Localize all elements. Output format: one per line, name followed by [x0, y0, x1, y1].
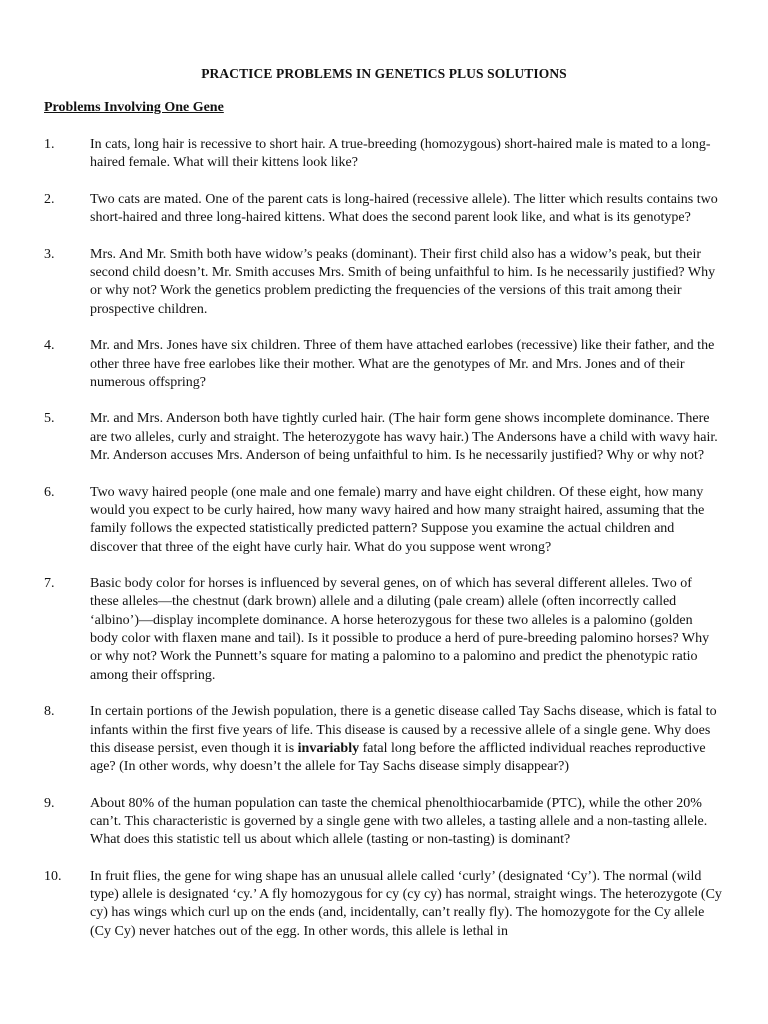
problem-item	[44, 191, 724, 228]
problem-list	[44, 136, 724, 959]
problem-number: 8.	[44, 704, 55, 720]
problem-item	[44, 337, 724, 392]
problem-text: About 80% of the human population can taste the chemical phenolthiocarbamide (PTC), while the other 20% can’t. This characteristic is governed by a single gene with two alleles, a tasting allele and a non-tasting allele. What does this statistic tell us about which allele (tasting or non-tasting) is dominant?	[90, 795, 708, 848]
problem-number: 5.	[44, 411, 55, 427]
problem-text: Mr. and Mrs. Anderson both have tightly curled hair. (The hair form gene shows incomplete dominance. There are two alleles, curly and straight. The heterozygote has wavy hair.) The Andersons have a child with wavy hair. Mr. Anderson accuses Mrs. Anderson of being unfaithful to him. Is he necessarily justified? Why or why not?	[90, 411, 718, 464]
problem-text: In cats, long hair is recessive to short hair. A true-breeding (homozygous) short-haired male is mated to a long-haired female. What will their kittens look like?	[90, 137, 711, 171]
problem-text: Mrs. And Mr. Smith both have widow’s peaks (dominant). Their first child also has a widow’s peak, but their second child doesn’t. Mr. Smith accuses Mrs. Smith of being unfaithful to him. Is he necessarily justified? Why or why not? Work the genetics problem predicting the frequencies of the versions of this trait among their prospective children.	[90, 246, 716, 317]
problem-text: Mr. and Mrs. Jones have six children. Three of them have attached earlobes (recessive) like their father, and the other three have free earlobes like their mother. What are the genotypes of Mr. and Mrs. Jones and of their numerous offspring?	[90, 338, 715, 390]
problem-number: 7.	[44, 576, 55, 592]
problem-text: Two wavy haired people (one male and one female) marry and have eight children. Of these eight, how many would you expect to be curly haired, how many wavy haired and how many straight haired, assuming that the family follows the expected statistically predicted pattern? Suppose you examine the actual children and discover that three of the eight have curly hair. What do you suppose went wrong?	[90, 484, 705, 555]
emphasized-word: invariably	[297, 740, 360, 756]
problem-number: 3.	[44, 246, 55, 262]
problem-item	[44, 136, 724, 173]
section-heading: Problems Involving One Gene	[44, 100, 224, 115]
problem-text: Two cats are mated. One of the parent cats is long-haired (recessive allele). The litter which results contains two short-haired and three long-haired kittens. What does the second parent look like, and what is its genotype?	[90, 191, 718, 226]
page-title: PRACTICE PROBLEMS IN GENETICS PLUS SOLUTIONS	[201, 66, 567, 81]
problem-number: 9.	[44, 795, 55, 811]
problem-number: 10.	[44, 868, 62, 884]
problem-item	[44, 868, 724, 941]
problem-text	[90, 703, 724, 776]
problem-item	[44, 246, 724, 319]
problem-item	[44, 703, 724, 776]
problem-text: In fruit flies, the gene for wing shape has an unusual allele called ‘curly’ (designated ‘Cy’). The normal (wild type) allele is designated ‘cy.’ A fly homozygous for cy (cy cy) has normal, straight wings. The heterozygote (Cy cy) has wings which curl up on the ends (and, incidentally, can’t really fly). The homozygote for the Cy allele (Cy Cy) never hatches out of the egg. In other words, this allele is lethal in	[90, 868, 722, 939]
problem-number: 4.	[44, 338, 55, 354]
problem-text: Basic body color for horses is influenced by several genes, on of which has several different alleles. Two of these alleles—the chestnut (dark brown) allele and a diluting (pale cream) allele (often incorrectly called ‘albino’)—display incomplete dominance. A horse heterozygous for these two alleles is a palomino (golden body color with flaxen mane and tail). Is it possible to produce a herd of pure-breeding palomino horses? Why or why not? Work the Punnett’s square for mating a palomino to a palomino and predict the phenotypic ratio among their offspring.	[90, 576, 710, 683]
problem-item	[44, 795, 724, 850]
problem-item	[44, 484, 724, 557]
problem-item	[44, 410, 724, 465]
problem-number: 6.	[44, 484, 55, 500]
problem-text-part: fatal long before the afflicted individual reaches reproductive age? (In other words, why doesn’t the allele for Tay Sachs disease simply disappear?)	[90, 740, 706, 775]
problem-number: 1.	[44, 137, 55, 152]
problem-number: 2.	[44, 191, 55, 207]
problem-text-part: In certain portions of the Jewish population, there is a genetic disease called Tay Sachs disease, which is fatal to infants within the first five years of life. This disease is caused by a recessive allele of a single gene. Why does this disease persist, even though it is	[90, 704, 717, 756]
problem-item	[44, 575, 724, 685]
